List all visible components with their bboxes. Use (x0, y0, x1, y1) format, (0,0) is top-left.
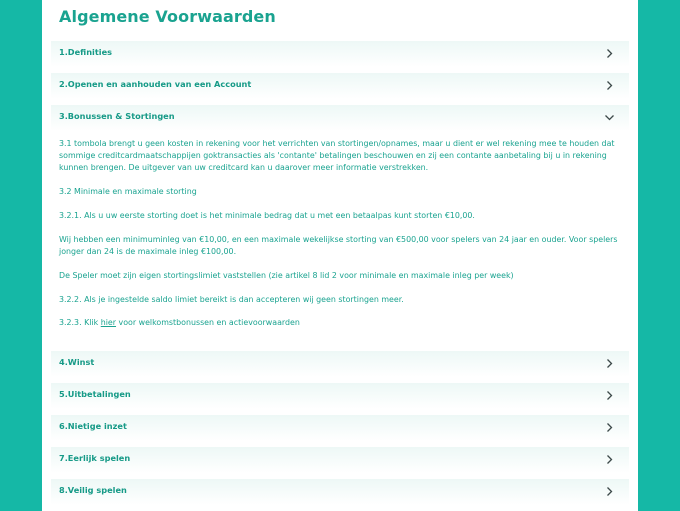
accordion-header-definities[interactable] (51, 41, 629, 67)
accordion-header-bonussen[interactable] (51, 105, 629, 131)
content-paragraph: 3.2.2. Als je ingestelde saldo limiet bereikt is dan accepteren wij geen stortingen meer. (59, 294, 404, 304)
accordion-header-winst[interactable] (51, 351, 629, 377)
accordion-label: 1.Definities (59, 47, 113, 57)
accordion-label: 5.Uitbetalingen (59, 389, 131, 399)
content-text: 3.2.3. Klik (59, 318, 101, 328)
accordion-header-uitbetalingen[interactable] (51, 383, 629, 409)
terms-panel (42, 0, 638, 511)
content-paragraph: 3.1 tombola brengt u geen kosten in rekening voor het verrichten van stortingen/opnames, maar u dient er wel rekening mee te houden dat sommige creditcardmaatschappijen goktransacties als 'contante' betalingen beschouwen en zij een contante aanbetaling bij u in rekening kunnen brengen. De uitgever van uw creditcard kan u daarover meer informatie verstrekken. (59, 139, 615, 173)
chevron-right-icon (604, 80, 615, 91)
content-paragraph: 3.2.1. Als u uw eerste storting doet is het minimale bedrag dat u met een betaalpas kunt storten €10,00. (59, 211, 475, 220)
page-title: Algemene Voorwaarden (59, 7, 276, 26)
chevron-right-icon (604, 422, 615, 433)
content-subheading: 3.2 Minimale en maximale storting (59, 187, 197, 197)
accordion-label: 4.Winst (59, 357, 95, 367)
content-paragraph (59, 317, 621, 329)
chevron-down-icon (604, 112, 615, 123)
accordion-content-bonussen (59, 138, 621, 341)
chevron-right-icon (604, 48, 615, 59)
accordion-header-nietige-inzet[interactable] (51, 415, 629, 441)
accordion-header-account[interactable] (51, 73, 629, 99)
hier-link[interactable]: hier (100, 318, 117, 328)
chevron-right-icon (604, 390, 615, 401)
accordion-header-eerlijk-spelen[interactable] (51, 447, 629, 473)
accordion-label: 3.Bonussen & Stortingen (59, 111, 175, 121)
accordion-label: 2.Openen en aanhouden van een Account (59, 79, 252, 89)
chevron-right-icon (604, 486, 615, 497)
accordion-header-veilig-spelen[interactable] (51, 479, 629, 505)
accordion-label: 8.Veilig spelen (59, 485, 127, 495)
content-text: voor welkomstbonussen en actievoorwaarden (116, 318, 300, 328)
content-paragraph: De Speler moet zijn eigen stortingslimiet vaststellen (zie artikel 8 lid 2 voor minimale en maximale inleg per week) (59, 270, 514, 280)
chevron-right-icon (604, 454, 615, 465)
content-paragraph: Wij hebben een minimuminleg van €10,00, en een maximale wekelijkse storting van €500,00 voor spelers van 24 jaar en ouder. Voor spelers jonger dan 24 is de maximale inleg €100,00. (59, 234, 618, 256)
accordion-label: 6.Nietige inzet (59, 421, 127, 431)
accordion-label: 7.Eerlijk spelen (59, 453, 131, 463)
chevron-right-icon (604, 358, 615, 369)
